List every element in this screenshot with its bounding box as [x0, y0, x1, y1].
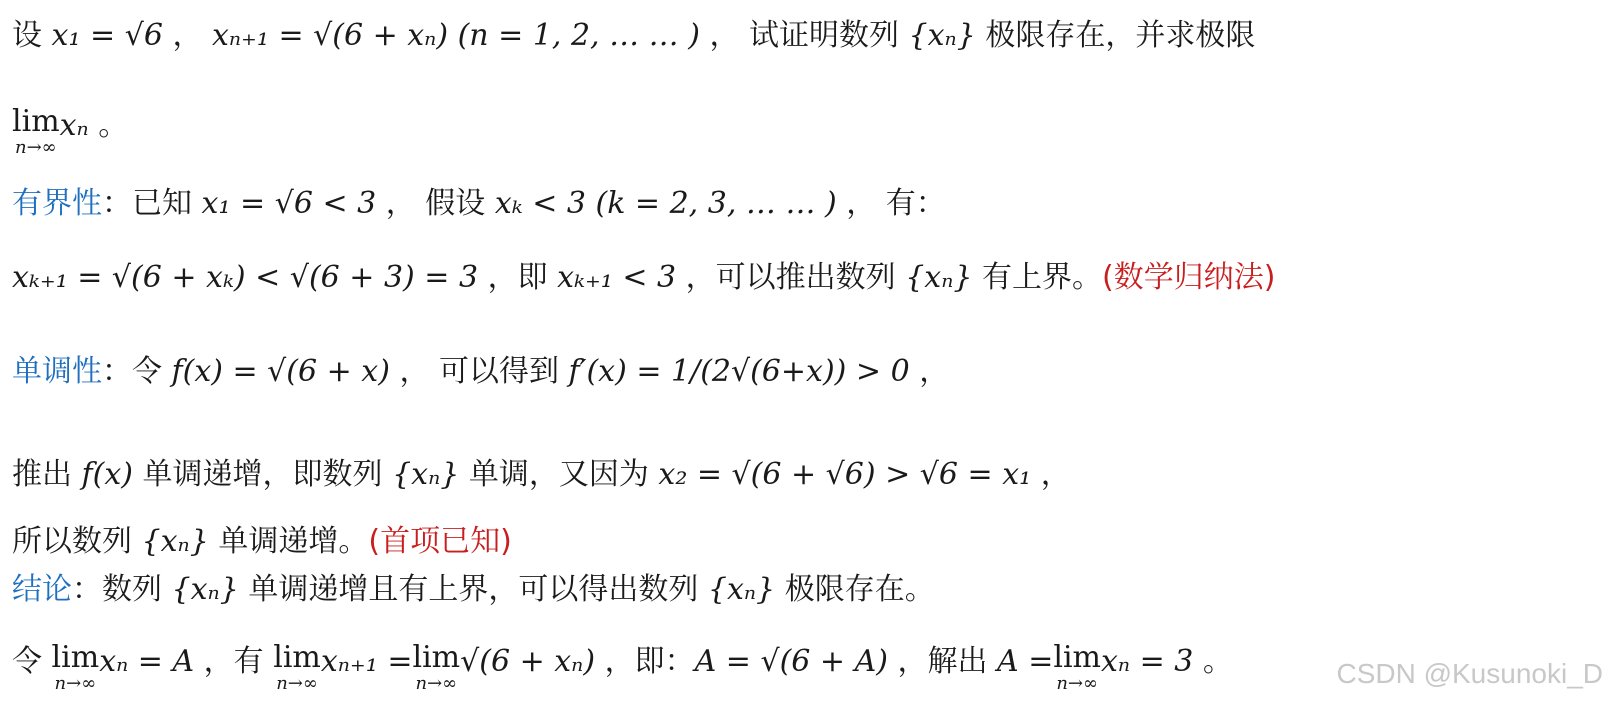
limit-label: lim	[273, 640, 321, 675]
body-text: 极限存在，并求极限	[975, 18, 1256, 53]
math-expression: {xₙ}	[905, 260, 973, 295]
body-text: 单调，又因为	[459, 457, 659, 492]
math-expression: √(6 + xₙ)	[460, 644, 596, 679]
math-expression: A =	[997, 644, 1054, 679]
limit-subscript: n→∞	[1056, 673, 1099, 694]
math-expression: x₂ = √(6 + √6) > √6 = x₁	[658, 457, 1032, 492]
body-text: 所以数列	[12, 524, 142, 559]
body-text: ：令	[102, 354, 172, 389]
limit-operator	[1053, 640, 1101, 694]
math-expression: A = √(6 + A)	[694, 644, 888, 679]
math-expression: f(x) = √(6 + x)	[171, 354, 390, 389]
math-expression: xₙ	[59, 108, 89, 143]
body-text: ， 可以得到	[389, 354, 569, 389]
monotonicity-reason-line	[12, 455, 1071, 495]
body-text: ：数列	[72, 572, 172, 607]
limit-subscript: n→∞	[14, 137, 57, 158]
limit-operator	[51, 640, 100, 694]
boundedness-line	[12, 184, 946, 224]
body-text: ，	[909, 354, 950, 389]
math-expression: {xₙ}	[171, 572, 239, 607]
limit-operator	[412, 640, 461, 694]
limit-operator	[273, 640, 321, 694]
body-text: ，可以推出数列	[676, 260, 906, 295]
math-expression: {xₙ}	[141, 524, 209, 559]
body-text: ，即	[478, 260, 558, 295]
math-expression: x₁ = √6	[51, 18, 163, 53]
math-expression: xₖ < 3 (k = 2, 3, … … )	[494, 186, 837, 221]
problem-line-1	[12, 16, 1255, 56]
body-text: ，	[162, 18, 212, 53]
limit-solution-line	[12, 642, 1233, 693]
monotonicity-conclusion-line	[12, 522, 512, 562]
body-text: 极限存在。	[775, 572, 935, 607]
method-note: (数学归纳法)	[1102, 260, 1276, 295]
math-expression: {xₙ}	[707, 572, 776, 607]
limit-subscript: n→∞	[54, 673, 97, 694]
limit-label: lim	[51, 640, 100, 675]
math-expression: f′(x) = 1/(2√(6+x)) > 0	[568, 354, 910, 389]
body-text: 推出	[12, 457, 82, 492]
math-expression: {xₙ}	[908, 18, 976, 53]
body-text: ， 有：	[836, 186, 946, 221]
body-text: 。	[88, 108, 129, 143]
problem-line-2	[12, 106, 128, 157]
watermark: CSDN @Kusunoki_D	[1336, 658, 1603, 689]
math-expression: (n = 1, 2, … … )	[457, 18, 700, 53]
body-text: ， 试证明数列	[699, 18, 909, 53]
body-text: ，有	[194, 644, 274, 679]
boundedness-conclusion-line	[12, 258, 1275, 298]
limit-label: lim	[412, 640, 461, 675]
math-expression: xₙ₊₁ = √(6 + xₙ)	[211, 18, 449, 53]
body-text: 单调递增，即数列	[132, 457, 393, 492]
math-expression: xₙ = 3	[1101, 644, 1194, 679]
math-expression: x₁ = √6 < 3	[201, 186, 377, 221]
limit-subscript: n→∞	[415, 673, 458, 694]
body-text: ，解出	[887, 644, 998, 679]
math-expression: xₙ = A	[99, 644, 195, 679]
limit-subscript: n→∞	[276, 673, 318, 694]
body-text: 令	[12, 644, 52, 679]
body-text: 设	[12, 18, 52, 53]
body-text: ， 假设	[376, 186, 495, 221]
limit-label: lim	[12, 104, 60, 139]
body-text: ，即：	[595, 644, 695, 679]
math-expression: xₖ₊₁ = √(6 + xₖ) < √(6 + 3) = 3	[12, 260, 479, 295]
section-label: 单调性	[12, 354, 102, 389]
limit-label: lim	[1053, 640, 1101, 675]
section-label: 结论	[12, 572, 72, 607]
method-note: (首项已知)	[368, 524, 512, 559]
math-expression: xₖ₊₁ < 3	[557, 260, 677, 295]
body-text: 单调递增。	[208, 524, 369, 559]
math-expression: f(x)	[81, 457, 133, 492]
math-expression: {xₙ}	[392, 457, 460, 492]
body-text	[448, 18, 458, 53]
math-expression: xₙ₊₁ =	[320, 644, 413, 679]
conclusion-line	[12, 570, 935, 610]
monotonicity-line	[12, 352, 949, 392]
limit-operator	[12, 104, 60, 158]
body-text: ，	[1031, 457, 1071, 492]
section-label: 有界性	[12, 186, 102, 221]
body-text: 。	[1193, 644, 1233, 679]
body-text: ：已知	[102, 186, 202, 221]
body-text: 有上界。	[972, 260, 1103, 295]
body-text: 单调递增且有上界，可以得出数列	[238, 572, 708, 607]
